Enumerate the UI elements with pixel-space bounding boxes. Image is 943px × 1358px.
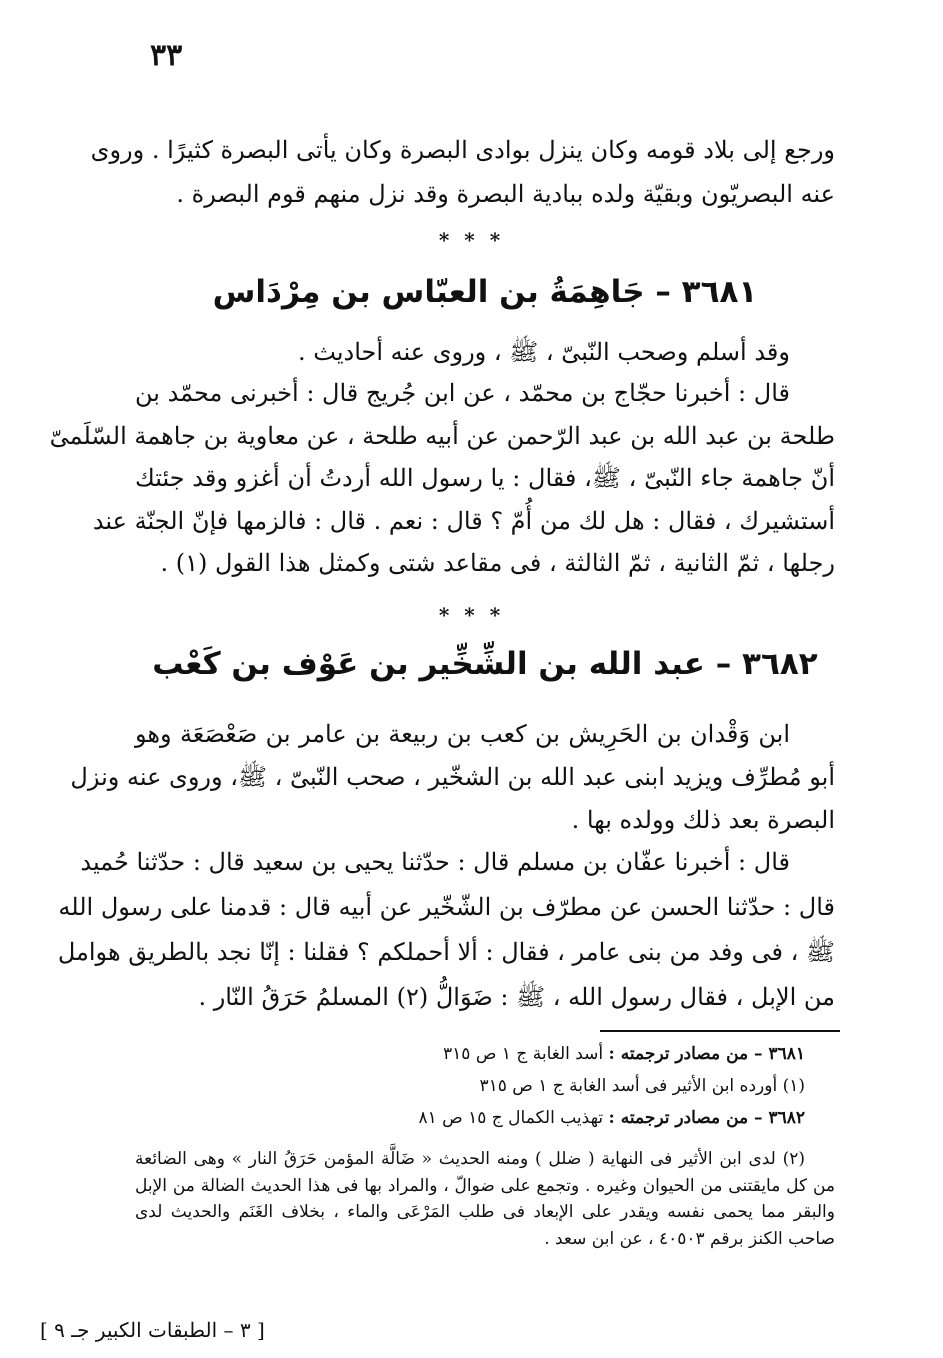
footnote-text: أسد الغابة ج ١ ص ٣١٥ [443, 1044, 609, 1064]
text-line: طلحة بن عبد الله بن عبد الرّحمن عن أبيه طلحة ، عن معاوية بن جاهمة السّلَمىّ [49, 421, 835, 450]
text-line: ابن وَقْدان بن الحَرِيش بن كعب بن ربيعة بن عامر بن صَعْصَعَة وهو [135, 720, 790, 748]
text-line: قال : أخبرنا عفّان بن مسلم قال : حدّثنا يحيى بن سعيد قال : حدّثنا حُميد [80, 848, 790, 876]
text-line: أنّ جاهمة جاء النّبىّ ، ﷺ، فقال : يا رسول الله أردتُ أن أغزو وقد جئتك [135, 464, 835, 492]
footnote-source-3681 [135, 1044, 835, 1064]
footnote-line: (٢) لدى ابن الأثير فى النهاية ( ضلل ) ومنه الحديث « ضَالَّة المؤمن حَرَقُ النار » وهى الضائعة [135, 1149, 805, 1169]
entry-heading-3681: ٣٦٨١ – جَاهِمَةُ بن العبّاس بن مِرْدَاس [212, 274, 758, 310]
entry-heading-3682: ٣٦٨٢ – عبد الله بن الشِّخِّير بن عَوْف بن كَعْب [152, 646, 818, 682]
text-line: عنه البصريّون وبقيّة ولده ببادية البصرة وقد نزل منهم قوم البصرة . [176, 180, 835, 208]
text-line: البصرة بعد ذلك وولده بها . [571, 806, 835, 834]
section-separator: * * * [438, 228, 505, 252]
text-line: قال : حدّثنا الحسن عن مطرّف بن الشّخّير عن أبيه قال : قدمنا على رسول الله [58, 893, 835, 921]
signature-mark: [ ٣ – الطبقات الكبير جـ ٩ ] [40, 1318, 265, 1342]
footnote-line: من كل مايقتنى من الحيوان وغيره . وتجمع على ضوالّ ، والمراد بها فى هذا الحديث الضالة من الإبل [135, 1175, 836, 1196]
text-line: قال : أخبرنا حجّاج بن محمّد ، عن ابن جُريج قال : أخبرنى محمّد بن [135, 379, 790, 407]
text-line: أستشيرك ، فقال : هل لك من أُمّ ؟ قال : نعم . قال : فالزمها فإنّ الجنّة عند [92, 506, 835, 535]
footnote-source-3682 [135, 1108, 835, 1128]
footnote-1: (١) أورده ابن الأثير فى أسد الغابة ج ١ ص ٣١٥ [479, 1076, 805, 1096]
entry-3681-paragraph-2 [49, 372, 835, 585]
footnote-line: صاحب الكنز برقم ٤٠٥٠٣ ، عن ابن سعد . [544, 1228, 835, 1249]
text-line: من الإبل ، فقال رسول الله ، ﷺ : ضَوَالُّ (٢) المسلمُ حَرَقُ النّار . [198, 983, 835, 1011]
section-separator: * * * [438, 603, 505, 627]
text-line: أبو مُطرِّف ويزيد ابنى عبد الله بن الشخّير ، صحب النّبىّ ، ﷺ، وروى عنه ونزل [70, 763, 835, 791]
footnote-2 [135, 1146, 835, 1252]
entry-3682-paragraph-1 [70, 713, 835, 842]
footnote-rule [600, 1030, 840, 1032]
entry-3682-paragraph-2 [57, 840, 835, 1020]
footnote-label: ٣٦٨١ – من مصادر ترجمته : [608, 1044, 805, 1064]
text-line: ﷺ ، فى وفد من بنى عامر ، فقال : ألا أحملكم ؟ فقلنا : إنّا نجد بالطريق هوامل [57, 938, 835, 966]
footnote-line: والبقر مما يحمى نفسه ويقدر على الإبعاد فى طلب المَرْعَى والماء ، بخلاف الغَنَم والحديث لدى [135, 1202, 835, 1222]
text-line: وقد أسلم وصحب النّبىّ ، ﷺ ، وروى عنه أحاديث . [298, 338, 790, 366]
text-line: ورجع إلى بلاد قومه وكان ينزل بوادى البصرة وكان يأتى البصرة كثيرًا . وروى [90, 136, 835, 164]
footnote-text: تهذيب الكمال ج ١٥ ص ٨١ [418, 1108, 609, 1128]
intro-paragraph [90, 128, 835, 216]
entry-3681-paragraph-1 [135, 330, 835, 374]
page-number: ٣٣ [150, 38, 183, 73]
text-line: رجلها ، ثمّ الثانية ، ثمّ الثالثة ، فى مقاعد شتى وكمثل هذا القول (١) . [160, 549, 835, 577]
footnote-label: ٣٦٨٢ – من مصادر ترجمته : [608, 1108, 805, 1128]
